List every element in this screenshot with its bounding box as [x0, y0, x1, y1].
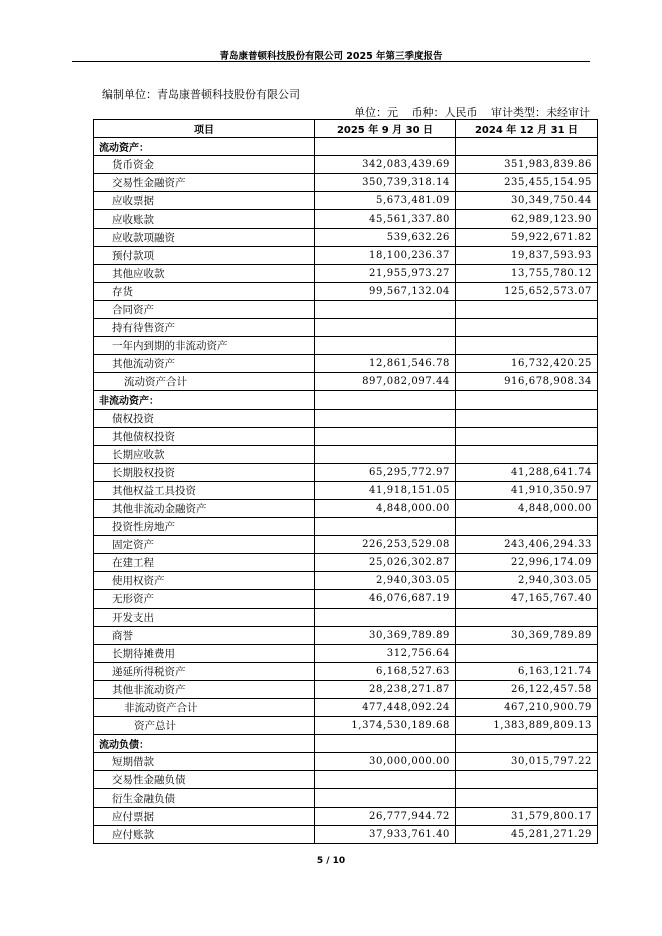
header-rule — [72, 61, 590, 62]
row-label: 其他非流动资产 — [94, 680, 315, 698]
row-label: 持有待售资产 — [94, 319, 315, 337]
value-2025-09-30: 477,448,092.24 — [315, 699, 456, 717]
value-2025-09-30: 30,369,789.89 — [315, 626, 456, 644]
row-label: 资产总计 — [94, 717, 315, 735]
table-row — [94, 789, 598, 807]
table-row — [94, 499, 598, 517]
column-header-2024-12-31: 2024 年 12 月 31 日 — [456, 120, 598, 138]
value-2024-12-31 — [456, 138, 598, 156]
row-label: 短期借款 — [94, 753, 315, 771]
table-row — [94, 174, 598, 192]
table-body — [94, 138, 598, 844]
row-label: 其他权益工具投资 — [94, 481, 315, 499]
row-label: 存货 — [94, 282, 315, 300]
audit-type-label: 审计类型：未经审计 — [491, 106, 590, 119]
row-label: 无形资产 — [94, 590, 315, 608]
table-row — [94, 608, 598, 626]
row-label: 债权投资 — [94, 409, 315, 427]
page-number: 5 / 10 — [316, 856, 346, 866]
row-label: 长期待摊费用 — [94, 644, 315, 662]
table-row — [94, 518, 598, 536]
value-2024-12-31 — [456, 319, 598, 337]
table-row — [94, 192, 598, 210]
balance-sheet-table — [93, 119, 598, 844]
value-2025-09-30: 226,253,529.08 — [315, 536, 456, 554]
row-label: 开发支出 — [94, 608, 315, 626]
table-row — [94, 644, 598, 662]
value-2025-09-30: 65,295,772.97 — [315, 463, 456, 481]
value-2024-12-31: 59,922,671.82 — [456, 228, 598, 246]
row-label: 投资性房地产 — [94, 518, 315, 536]
currency-label: 币种：人民币 — [411, 106, 478, 119]
value-2025-09-30: 12,861,546.78 — [315, 355, 456, 373]
row-label: 一年内到期的非流动资产 — [94, 337, 315, 355]
value-2025-09-30: 350,739,318.14 — [315, 174, 456, 192]
value-2024-12-31: 2,940,303.05 — [456, 572, 598, 590]
row-label: 应付账款 — [94, 825, 315, 843]
row-label: 预付款项 — [94, 246, 315, 264]
row-label: 应付票据 — [94, 807, 315, 825]
value-2025-09-30: 30,000,000.00 — [315, 753, 456, 771]
value-2025-09-30: 4,848,000.00 — [315, 499, 456, 517]
value-2024-12-31: 22,996,174.09 — [456, 554, 598, 572]
value-2024-12-31: 125,652,573.07 — [456, 282, 598, 300]
value-2025-09-30 — [315, 735, 456, 753]
value-2024-12-31 — [456, 771, 598, 789]
table-row — [94, 554, 598, 572]
row-label: 衍生金融负债 — [94, 789, 315, 807]
table-row — [94, 807, 598, 825]
table-row — [94, 264, 598, 282]
row-label: 应收款项融资 — [94, 228, 315, 246]
value-2024-12-31: 26,122,457.58 — [456, 680, 598, 698]
value-2024-12-31 — [456, 391, 598, 409]
row-label: 应收账款 — [94, 210, 315, 228]
table-row — [94, 427, 598, 445]
table-row — [94, 319, 598, 337]
value-2024-12-31: 41,910,350.97 — [456, 481, 598, 499]
row-label: 货币资金 — [94, 156, 315, 174]
table-row — [94, 572, 598, 590]
value-2025-09-30: 18,100,236.37 — [315, 246, 456, 264]
unit-label: 单位：元 — [354, 106, 398, 119]
value-2024-12-31 — [456, 644, 598, 662]
value-2025-09-30 — [315, 138, 456, 156]
value-2024-12-31: 916,678,908.34 — [456, 373, 598, 391]
row-label: 长期应收款 — [94, 445, 315, 463]
value-2025-09-30 — [315, 319, 456, 337]
value-2024-12-31 — [456, 608, 598, 626]
value-2024-12-31: 19,837,593.93 — [456, 246, 598, 264]
row-label: 交易性金融负债 — [94, 771, 315, 789]
value-2024-12-31: 16,732,420.25 — [456, 355, 598, 373]
section-label: 非流动资产： — [94, 391, 315, 409]
compiler-line: 编制单位：青岛康普顿科技股份有限公司 — [102, 88, 300, 101]
value-2025-09-30: 342,083,439.69 — [315, 156, 456, 174]
row-label: 非流动资产合计 — [94, 699, 315, 717]
value-2025-09-30: 2,940,303.05 — [315, 572, 456, 590]
table-row — [94, 409, 598, 427]
value-2025-09-30 — [315, 608, 456, 626]
table-row — [94, 210, 598, 228]
table-row — [94, 717, 598, 735]
value-2025-09-30: 26,777,944.72 — [315, 807, 456, 825]
section-row — [94, 735, 598, 753]
row-label: 流动资产合计 — [94, 373, 315, 391]
row-label: 递延所得税资产 — [94, 662, 315, 680]
table-row — [94, 753, 598, 771]
value-2024-12-31 — [456, 735, 598, 753]
table-row — [94, 699, 598, 717]
column-header-2025-09-30: 2025 年 9 月 30 日 — [315, 120, 456, 138]
value-2025-09-30 — [315, 445, 456, 463]
table-row — [94, 626, 598, 644]
table-row — [94, 590, 598, 608]
value-2024-12-31: 41,288,641.74 — [456, 463, 598, 481]
table-row — [94, 373, 598, 391]
row-label: 其他债权投资 — [94, 427, 315, 445]
value-2024-12-31: 31,579,800.17 — [456, 807, 598, 825]
row-label: 长期股权投资 — [94, 463, 315, 481]
value-2024-12-31 — [456, 427, 598, 445]
value-2025-09-30 — [315, 518, 456, 536]
row-label: 合同资产 — [94, 300, 315, 318]
section-label: 流动负债： — [94, 735, 315, 753]
value-2025-09-30: 25,026,302.87 — [315, 554, 456, 572]
value-2024-12-31 — [456, 337, 598, 355]
value-2025-09-30 — [315, 300, 456, 318]
value-2025-09-30: 46,076,687.19 — [315, 590, 456, 608]
value-2024-12-31: 30,349,750.44 — [456, 192, 598, 210]
value-2025-09-30 — [315, 391, 456, 409]
column-header-item: 项目 — [94, 120, 315, 138]
row-label: 其他流动资产 — [94, 355, 315, 373]
value-2024-12-31: 235,455,154.95 — [456, 174, 598, 192]
section-label: 流动资产： — [94, 138, 315, 156]
value-2024-12-31: 6,163,121.74 — [456, 662, 598, 680]
row-label: 交易性金融资产 — [94, 174, 315, 192]
table-row — [94, 228, 598, 246]
table-row — [94, 337, 598, 355]
section-row — [94, 138, 598, 156]
value-2025-09-30 — [315, 789, 456, 807]
row-label: 其他应收款 — [94, 264, 315, 282]
value-2024-12-31: 30,015,797.22 — [456, 753, 598, 771]
table-row — [94, 156, 598, 174]
value-2025-09-30: 5,673,481.09 — [315, 192, 456, 210]
table-header-row — [94, 120, 598, 138]
value-2025-09-30: 6,168,527.63 — [315, 662, 456, 680]
table-row — [94, 662, 598, 680]
table-row — [94, 355, 598, 373]
value-2025-09-30: 539,632.26 — [315, 228, 456, 246]
report-header: 青岛康普顿科技股份有限公司 2025 年第三季度报告 — [219, 51, 443, 62]
table-row — [94, 300, 598, 318]
value-2024-12-31 — [456, 789, 598, 807]
value-2025-09-30 — [315, 427, 456, 445]
value-2025-09-30 — [315, 771, 456, 789]
value-2025-09-30: 41,918,151.05 — [315, 481, 456, 499]
value-2025-09-30: 1,374,530,189.68 — [315, 717, 456, 735]
section-row — [94, 391, 598, 409]
value-2024-12-31: 13,755,780.12 — [456, 264, 598, 282]
value-2024-12-31: 243,406,294.33 — [456, 536, 598, 554]
value-2024-12-31 — [456, 518, 598, 536]
table-row — [94, 680, 598, 698]
value-2024-12-31: 47,165,767.40 — [456, 590, 598, 608]
value-2024-12-31: 4,848,000.00 — [456, 499, 598, 517]
row-label: 应收票据 — [94, 192, 315, 210]
meta-line — [344, 104, 590, 120]
value-2025-09-30: 28,238,271.87 — [315, 680, 456, 698]
row-label: 固定资产 — [94, 536, 315, 554]
value-2025-09-30: 99,567,132.04 — [315, 282, 456, 300]
value-2024-12-31 — [456, 445, 598, 463]
row-label: 其他非流动金融资产 — [94, 499, 315, 517]
value-2025-09-30 — [315, 409, 456, 427]
table-row — [94, 771, 598, 789]
value-2025-09-30: 897,082,097.44 — [315, 373, 456, 391]
value-2024-12-31 — [456, 409, 598, 427]
value-2025-09-30 — [315, 337, 456, 355]
value-2024-12-31 — [456, 300, 598, 318]
table-row — [94, 481, 598, 499]
value-2025-09-30: 312,756.64 — [315, 644, 456, 662]
value-2025-09-30: 21,955,973.27 — [315, 264, 456, 282]
value-2024-12-31: 1,383,889,809.13 — [456, 717, 598, 735]
row-label: 在建工程 — [94, 554, 315, 572]
value-2024-12-31: 62,989,123.90 — [456, 210, 598, 228]
table-row — [94, 282, 598, 300]
value-2024-12-31: 467,210,900.79 — [456, 699, 598, 717]
value-2025-09-30: 45,561,337.80 — [315, 210, 456, 228]
table-row — [94, 445, 598, 463]
table-row — [94, 536, 598, 554]
value-2024-12-31: 351,983,839.86 — [456, 156, 598, 174]
row-label: 商誉 — [94, 626, 315, 644]
table-row — [94, 825, 598, 843]
table-row — [94, 463, 598, 481]
value-2024-12-31: 30,369,789.89 — [456, 626, 598, 644]
value-2025-09-30: 37,933,761.40 — [315, 825, 456, 843]
value-2024-12-31: 45,281,271.29 — [456, 825, 598, 843]
row-label: 使用权资产 — [94, 572, 315, 590]
table-row — [94, 246, 598, 264]
